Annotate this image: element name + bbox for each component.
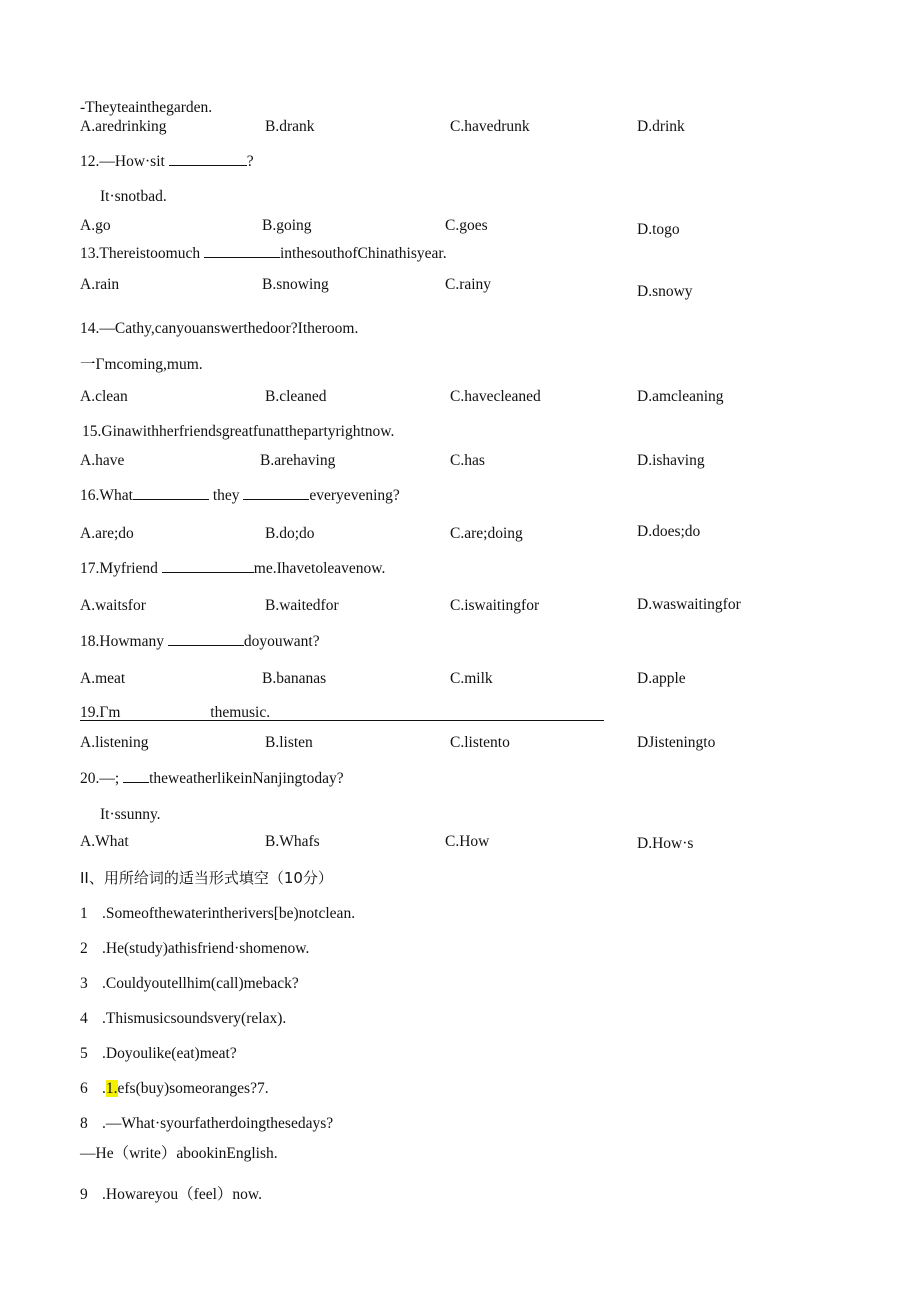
- q20-option-d: D.How·s: [637, 835, 694, 852]
- fill-item-4: [80, 1011, 286, 1027]
- q14-stem: 14.—Cathy,canyouanswerthedoor?Itheroom.: [80, 320, 359, 337]
- item-text: .—What·syourfatherdoingthesedays?: [102, 1115, 334, 1132]
- q14-option-b: B.cleaned: [265, 388, 327, 405]
- q13-stem-post: inthesouthofChinathisyear.: [279, 245, 447, 262]
- item-text: .He(study)athisfriend·shomenow.: [102, 940, 310, 957]
- item-text: —He（write）abookinEnglish.: [80, 1145, 278, 1162]
- answer-blank: [169, 164, 247, 166]
- q14-option-c: C.havecleaned: [450, 388, 541, 405]
- q19-option-d: DJisteningto: [637, 734, 716, 751]
- q13-option-d: D.snowy: [637, 283, 693, 300]
- section-2-title: II、用所给词的适当形式填空（10分）: [80, 869, 333, 887]
- fill-item-2: [80, 941, 309, 957]
- q20-option-b: B.Whafs: [265, 833, 320, 850]
- item-prefix: .: [102, 1080, 106, 1097]
- q15-option-b: B.arehaving: [260, 452, 336, 469]
- item-text: .Howareyou（feel）now.: [102, 1186, 262, 1203]
- q15-option-a: A.have: [80, 452, 125, 469]
- q17-stem-pre: 17.Myfriend: [80, 560, 158, 577]
- item-text: .Doyoulike(eat)meat?: [102, 1045, 237, 1062]
- q19-stem-pre: 19.Γm: [80, 704, 121, 721]
- item-text: .Someofthewaterintherivers[be)notclean.: [102, 905, 356, 922]
- q13-stem: [80, 246, 447, 262]
- q12-option-b: B.going: [262, 217, 312, 234]
- q18-stem-post: doyouwant?: [243, 633, 320, 650]
- q18-stem-pre: 18.Howmany: [80, 633, 164, 650]
- item-number: 4: [80, 1010, 88, 1027]
- q20-answer: It·ssunny.: [100, 806, 161, 823]
- item-number: 2: [80, 940, 88, 957]
- q20-option-c: C.How: [445, 833, 490, 850]
- fill-item-3: [80, 976, 299, 992]
- fill-item-9: [80, 1187, 262, 1203]
- q20-option-a: A.What: [80, 833, 129, 850]
- q19-stem: [80, 705, 270, 721]
- q12-stem-post: ?: [246, 153, 254, 170]
- q19-option-c: C.listento: [450, 734, 510, 751]
- fill-item-5: [80, 1046, 237, 1062]
- q13-stem-pre: 13.Thereistoomuch: [80, 245, 201, 262]
- q18-stem: [80, 634, 320, 650]
- q11-stem: -Theyteainthegarden.: [80, 99, 213, 116]
- answer-blank: [204, 256, 280, 258]
- fill-item-8-answer: [80, 1146, 278, 1162]
- item-text: efs(buy)someoranges?7.: [117, 1080, 269, 1097]
- q13-option-b: B.snowing: [262, 276, 329, 293]
- q15-stem: 15.Ginawithherfriendsgreatfunatthepartyrightnow.: [82, 423, 395, 440]
- q18-option-d: D.apple: [637, 670, 686, 687]
- q19-option-a: A.listening: [80, 734, 149, 751]
- underline-rule: [80, 720, 604, 721]
- q17-option-b: B.waitedfor: [265, 597, 339, 614]
- q19-stem-post: themusic.: [210, 704, 271, 721]
- q16-stem-pre: 16.What: [80, 487, 133, 504]
- q16-option-c: C.are;doing: [450, 525, 523, 542]
- highlighted-text: 1.: [105, 1080, 118, 1097]
- q16-stem: [80, 488, 400, 504]
- q18-option-a: A.meat: [80, 670, 126, 687]
- q13-option-c: C.rainy: [445, 276, 492, 293]
- item-number: 9: [80, 1186, 88, 1203]
- q16-stem-mid: they: [212, 487, 240, 504]
- answer-blank: [133, 498, 209, 500]
- q16-stem-post: everyevening?: [309, 487, 400, 504]
- q13-option-a: A.rain: [80, 276, 120, 293]
- q17-option-a: A.waitsfor: [80, 597, 146, 614]
- fill-item-1: [80, 906, 355, 922]
- item-text: .Thismusicsoundsvery(relax).: [102, 1010, 287, 1027]
- q12-option-d: D.togo: [637, 221, 680, 238]
- q20-stem-post: theweatherlikeinNanjingtoday?: [149, 770, 344, 787]
- q19-option-b: B.listen: [265, 734, 313, 751]
- q15-option-c: C.has: [450, 452, 485, 469]
- q11-option-c: C.havedrunk: [450, 118, 530, 135]
- q12-stem-pre: 12.—How·sit: [80, 153, 165, 170]
- q17-option-c: C.iswaitingfor: [450, 597, 540, 614]
- answer-blank: [162, 571, 254, 573]
- answer-blank: [123, 781, 149, 783]
- q12-stem: [80, 154, 254, 170]
- q17-stem: [80, 561, 385, 577]
- q14-option-a: A.clean: [80, 388, 128, 405]
- q16-option-d: D.does;do: [637, 523, 701, 540]
- q18-option-b: B.bananas: [262, 670, 327, 687]
- q12-option-c: C.goes: [445, 217, 488, 234]
- fill-item-6: [80, 1081, 269, 1097]
- item-number: 1: [80, 905, 88, 922]
- q11-option-b: B.drank: [265, 118, 315, 135]
- item-number: 6: [80, 1080, 88, 1097]
- item-number: 3: [80, 975, 88, 992]
- q15-option-d: D.ishaving: [637, 452, 705, 469]
- q17-option-d: D.waswaitingfor: [637, 596, 741, 613]
- q12-option-a: A.go: [80, 217, 111, 234]
- q12-answer: It·snotbad.: [100, 188, 167, 205]
- item-number: 5: [80, 1045, 88, 1062]
- q16-option-a: A.are;do: [80, 525, 134, 542]
- q18-option-c: C.milk: [450, 670, 493, 687]
- q17-stem-post: me.Ihavetoleavenow.: [253, 560, 386, 577]
- fill-item-8: [80, 1116, 333, 1132]
- q20-stem: [80, 771, 344, 787]
- q14-option-d: D.amcleaning: [637, 388, 724, 405]
- q14-answer: 一Γmcoming,mum.: [80, 356, 203, 373]
- answer-blank: [168, 644, 244, 646]
- q11-option-d: D.drink: [637, 118, 685, 135]
- q20-stem-pre: 20.—;: [80, 770, 120, 787]
- answer-blank: [243, 498, 309, 500]
- q16-option-b: B.do;do: [265, 525, 315, 542]
- item-text: .Couldyoutellhim(call)meback?: [102, 975, 299, 992]
- item-number: 8: [80, 1115, 88, 1132]
- q11-option-a: A.aredrinking: [80, 118, 167, 135]
